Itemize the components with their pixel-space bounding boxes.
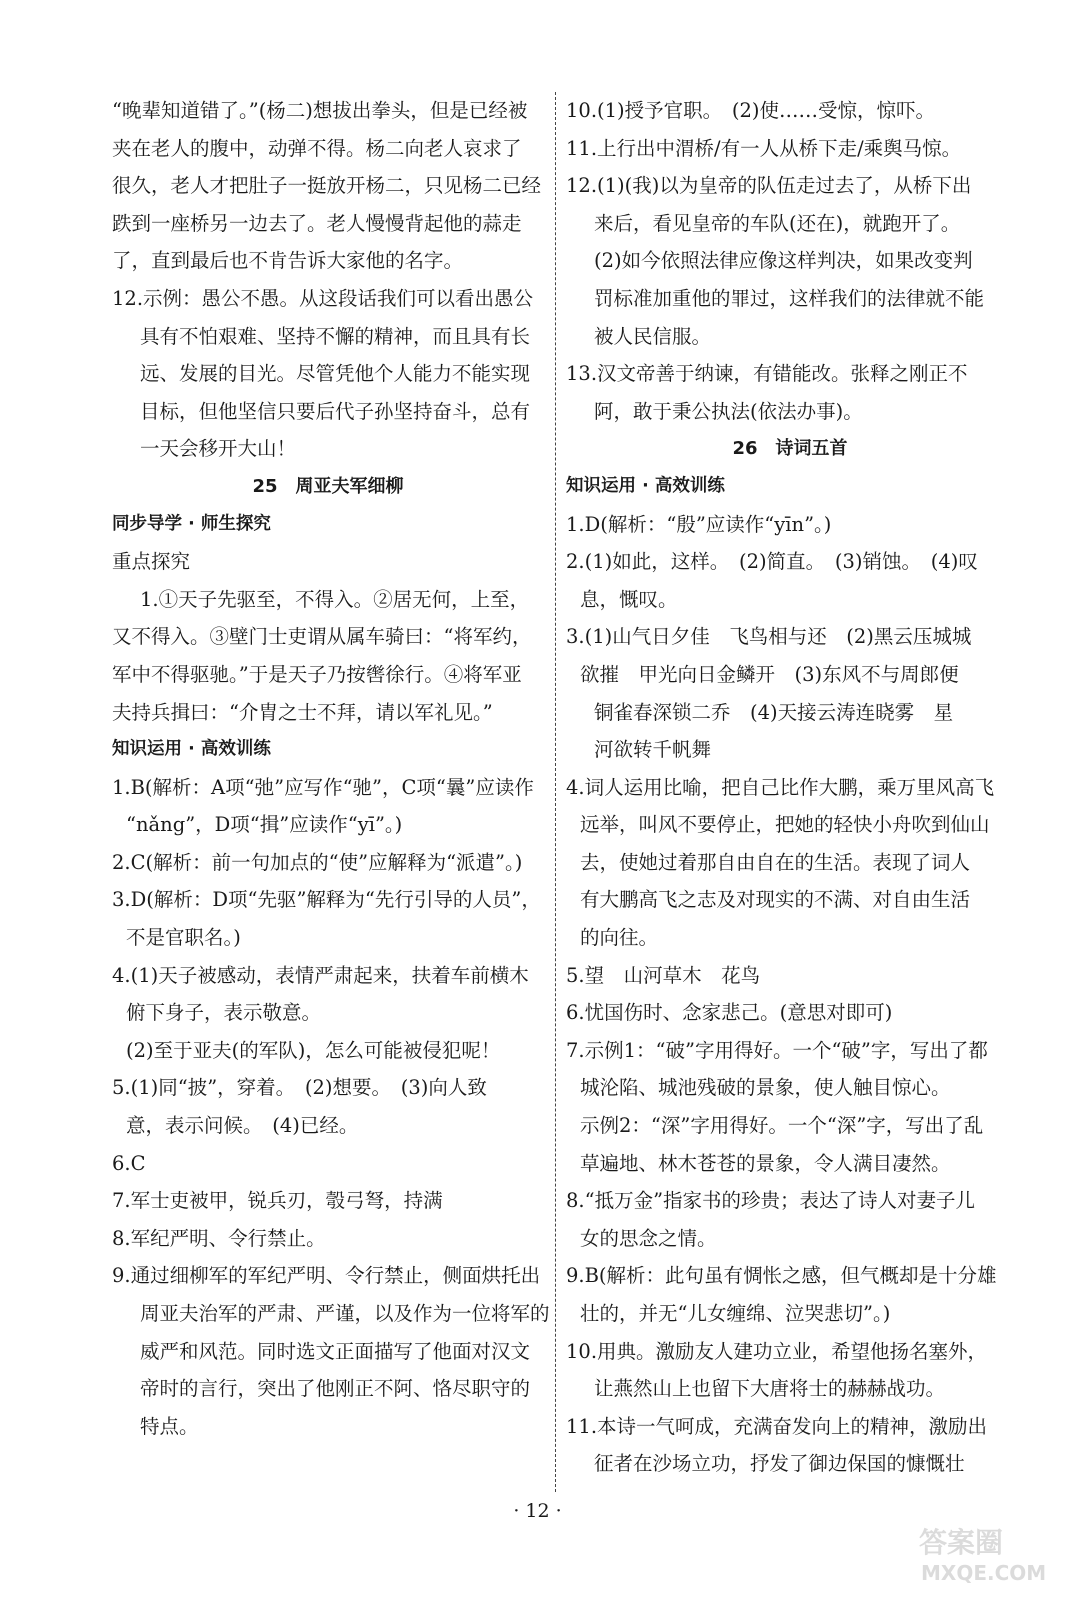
text-line: 7.示例1：“破”字用得好。一个“破”字，写出了都	[566, 1038, 988, 1062]
text-line: 了，直到最后也不肯告诉大家他的名字。	[112, 249, 464, 273]
text-line: 9.通过细柳军的军纪严明、令行禁止，侧面烘托出	[112, 1264, 541, 1288]
text-line: 去，使她过着那自由自在的生活。表现了词人	[580, 850, 971, 874]
text-line: 6.C	[112, 1151, 146, 1175]
text-line: 不是官职名。)	[126, 926, 241, 950]
text-line: 8.“抵万金”指家书的珍贵；表达了诗人对妻子儿	[566, 1189, 976, 1213]
right-column	[566, 92, 1014, 1483]
text-line: 10.用典。激励友人建功立业，希望他扬名塞外，	[566, 1339, 988, 1363]
text-line: 俯下身子，表示敬意。	[126, 1001, 322, 1025]
text-line: 又不得入。③壁门士吏谓从属车骑曰：“将军约，	[112, 625, 532, 649]
text-line: 10.(1)授予官职。 (2)使……受惊，惊吓。	[566, 99, 936, 122]
text-line: “晚辈知道错了。”(杨二)想拔出拳头，但是已经被	[112, 99, 528, 122]
text-line: 7.军士吏被甲，锐兵刃，彀弓弩，持满	[112, 1189, 443, 1213]
text-line: 意，表示问候。 (4)已经。	[126, 1114, 359, 1138]
text-line: 重点探究	[112, 550, 191, 574]
text-line: 示例2：“深”字用得好。一个“深”字，写出了乱	[580, 1114, 984, 1138]
text-line: 夹在老人的腹中，动弹不得。杨二向老人哀求了	[112, 136, 522, 160]
text-line: 11.本诗一气呵成，充满奋发向上的精神，激励出	[566, 1414, 988, 1438]
section-heading: 知识运用 · 高效训练	[112, 739, 271, 760]
text-line: 夫持兵揖曰：“介胄之士不拜，请以军礼见。”	[112, 700, 493, 724]
text-line: 周亚夫治军的严肃、严谨，以及作为一位将军的	[140, 1302, 550, 1325]
chapter-title: 26 诗词五首	[732, 438, 848, 460]
column-divider	[555, 92, 556, 1492]
text-line: 13.汉文帝善于纳谏，有错能改。张释之刚正不	[566, 362, 968, 386]
text-line: 4.词人运用比喻，把自己比作大鹏，乘万里风高飞	[566, 775, 995, 799]
text-line: 来后，看见皇帝的车队(还在)，就跑开了。	[594, 211, 961, 235]
chapter-title: 25 周亚夫军细柳	[252, 475, 404, 497]
watermark-logo	[911, 1518, 1061, 1588]
text-line: 5.(1)同“披”，穿着。 (2)想要。 (3)向人致	[112, 1076, 487, 1100]
text-line: 远、发展的目光。尽管凭他个人能力不能实现	[140, 362, 531, 386]
text-line: 1.B(解析：A项“弛”应写作“驰”，C项“曩”应读作	[112, 775, 534, 799]
text-line: (2)如今依照法律应像这样判决，如果改变判	[594, 249, 973, 273]
text-line: 远举，叫风不要停止，把她的轻快小舟吹到仙山	[580, 813, 990, 837]
text-line: 息，慨叹。	[580, 587, 678, 611]
text-line: 罚标准加重他的罪过，这样我们的法律就不能	[594, 286, 985, 310]
text-line: 城沦陷、城池残破的景象，使人触目惊心。	[580, 1076, 951, 1100]
page-number: · 12 ·	[513, 1500, 562, 1522]
text-line: 草遍地、林木苍苍的景象，令人满目凄然。	[580, 1151, 951, 1175]
text-line: 1.D(解析：“殷”应读作“yīn”。)	[566, 512, 832, 536]
text-line: 目标，但他坚信只要后代子孙坚持奋斗，总有	[140, 399, 531, 423]
text-line: 4.(1)天子被感动，表情严肃起来，扶着车前横木	[112, 963, 529, 987]
text-line: 3.D(解析：D项“先驱”解释为“先行引导的人员”，	[112, 888, 541, 912]
text-line: 让燕然山上也留下大唐将士的赫赫战功。	[594, 1377, 946, 1401]
text-line: 阿，敢于秉公执法(依法办事)。	[594, 399, 863, 423]
text-line: 11.上行出中渭桥/有一人从桥下走/乘舆马惊。	[566, 136, 962, 160]
text-line: 一天会移开大山！	[140, 437, 297, 461]
text-line: 2.(1)如此，这样。 (2)简直。 (3)销蚀。 (4)叹	[566, 550, 978, 574]
text-line: 6.忧国伤时、念家悲己。(意思对即可)	[566, 1001, 893, 1025]
text-line: 跌到一座桥另一边去了。老人慢慢背起他的蒜走	[112, 211, 522, 235]
watermark-bottom: MXQE.COM	[921, 1561, 1047, 1585]
text-line: 壮的，并无“儿女缠绵、泣哭悲切”。)	[580, 1302, 891, 1325]
text-line: 帝时的言行，突出了他刚正不阿、恪尽职守的	[140, 1377, 531, 1401]
text-line: 具有不怕艰难、坚持不懈的精神，而且具有长	[140, 324, 531, 348]
text-line: 河欲转千帆舞	[594, 738, 712, 762]
text-line: 1.①天子先驱至，不得入。②居无何，上至，	[140, 587, 530, 611]
text-line: 5.望 山河草木 花鸟	[566, 963, 761, 987]
left-column	[112, 92, 550, 1445]
text-line: (2)至于亚夫(的军队)，怎么可能被侵犯呢！	[126, 1038, 501, 1062]
text-line: 威严和风范。同时选文正面描写了他面对汉文	[140, 1339, 531, 1363]
section-heading: 同步导学 · 师生探究	[112, 513, 271, 534]
text-line: 军中不得驱驰。”于是天子乃按辔徐行。④将军亚	[112, 662, 522, 686]
text-line: 有大鹏高飞之志及对现实的不满、对自由生活	[580, 888, 971, 912]
text-line: 9.B(解析：此句虽有惆怅之感，但气概却是十分雄	[566, 1264, 997, 1288]
text-line: 2.C(解析：前一句加点的“使”应解释为“派遣”。)	[112, 850, 523, 874]
text-line: “nǎng”，D项“揖”应读作“yī”。)	[126, 813, 403, 837]
text-line: 很久，老人才把肚子一挺放开杨二，只见杨二已经	[112, 174, 542, 198]
section-heading: 知识运用 · 高效训练	[566, 475, 725, 496]
text-line: 被人民信服。	[594, 324, 712, 348]
text-line: 12.(1)(我)以为皇帝的队伍走过去了，从桥下出	[566, 174, 972, 198]
text-line: 欲摧 甲光向日金鳞开 (3)东风不与周郎便	[580, 662, 959, 686]
text-line: 征者在沙场立功，抒发了御边保国的慷慨壮	[594, 1452, 965, 1476]
text-line: 铜雀春深锁二乔 (4)天接云涛连晓雾 星	[594, 700, 954, 724]
text-line: 12.示例：愚公不愚。从这段话我们可以看出愚公	[112, 286, 534, 310]
text-line: 的向往。	[580, 926, 659, 950]
watermark-top: 答案圈	[919, 1526, 1004, 1559]
text-line: 女的思念之情。	[580, 1226, 717, 1250]
text-line: 3.(1)山气日夕佳 飞鸟相与还 (2)黑云压城城	[566, 625, 972, 649]
text-line: 特点。	[140, 1414, 199, 1438]
text-line: 8.军纪严明、令行禁止。	[112, 1226, 326, 1250]
